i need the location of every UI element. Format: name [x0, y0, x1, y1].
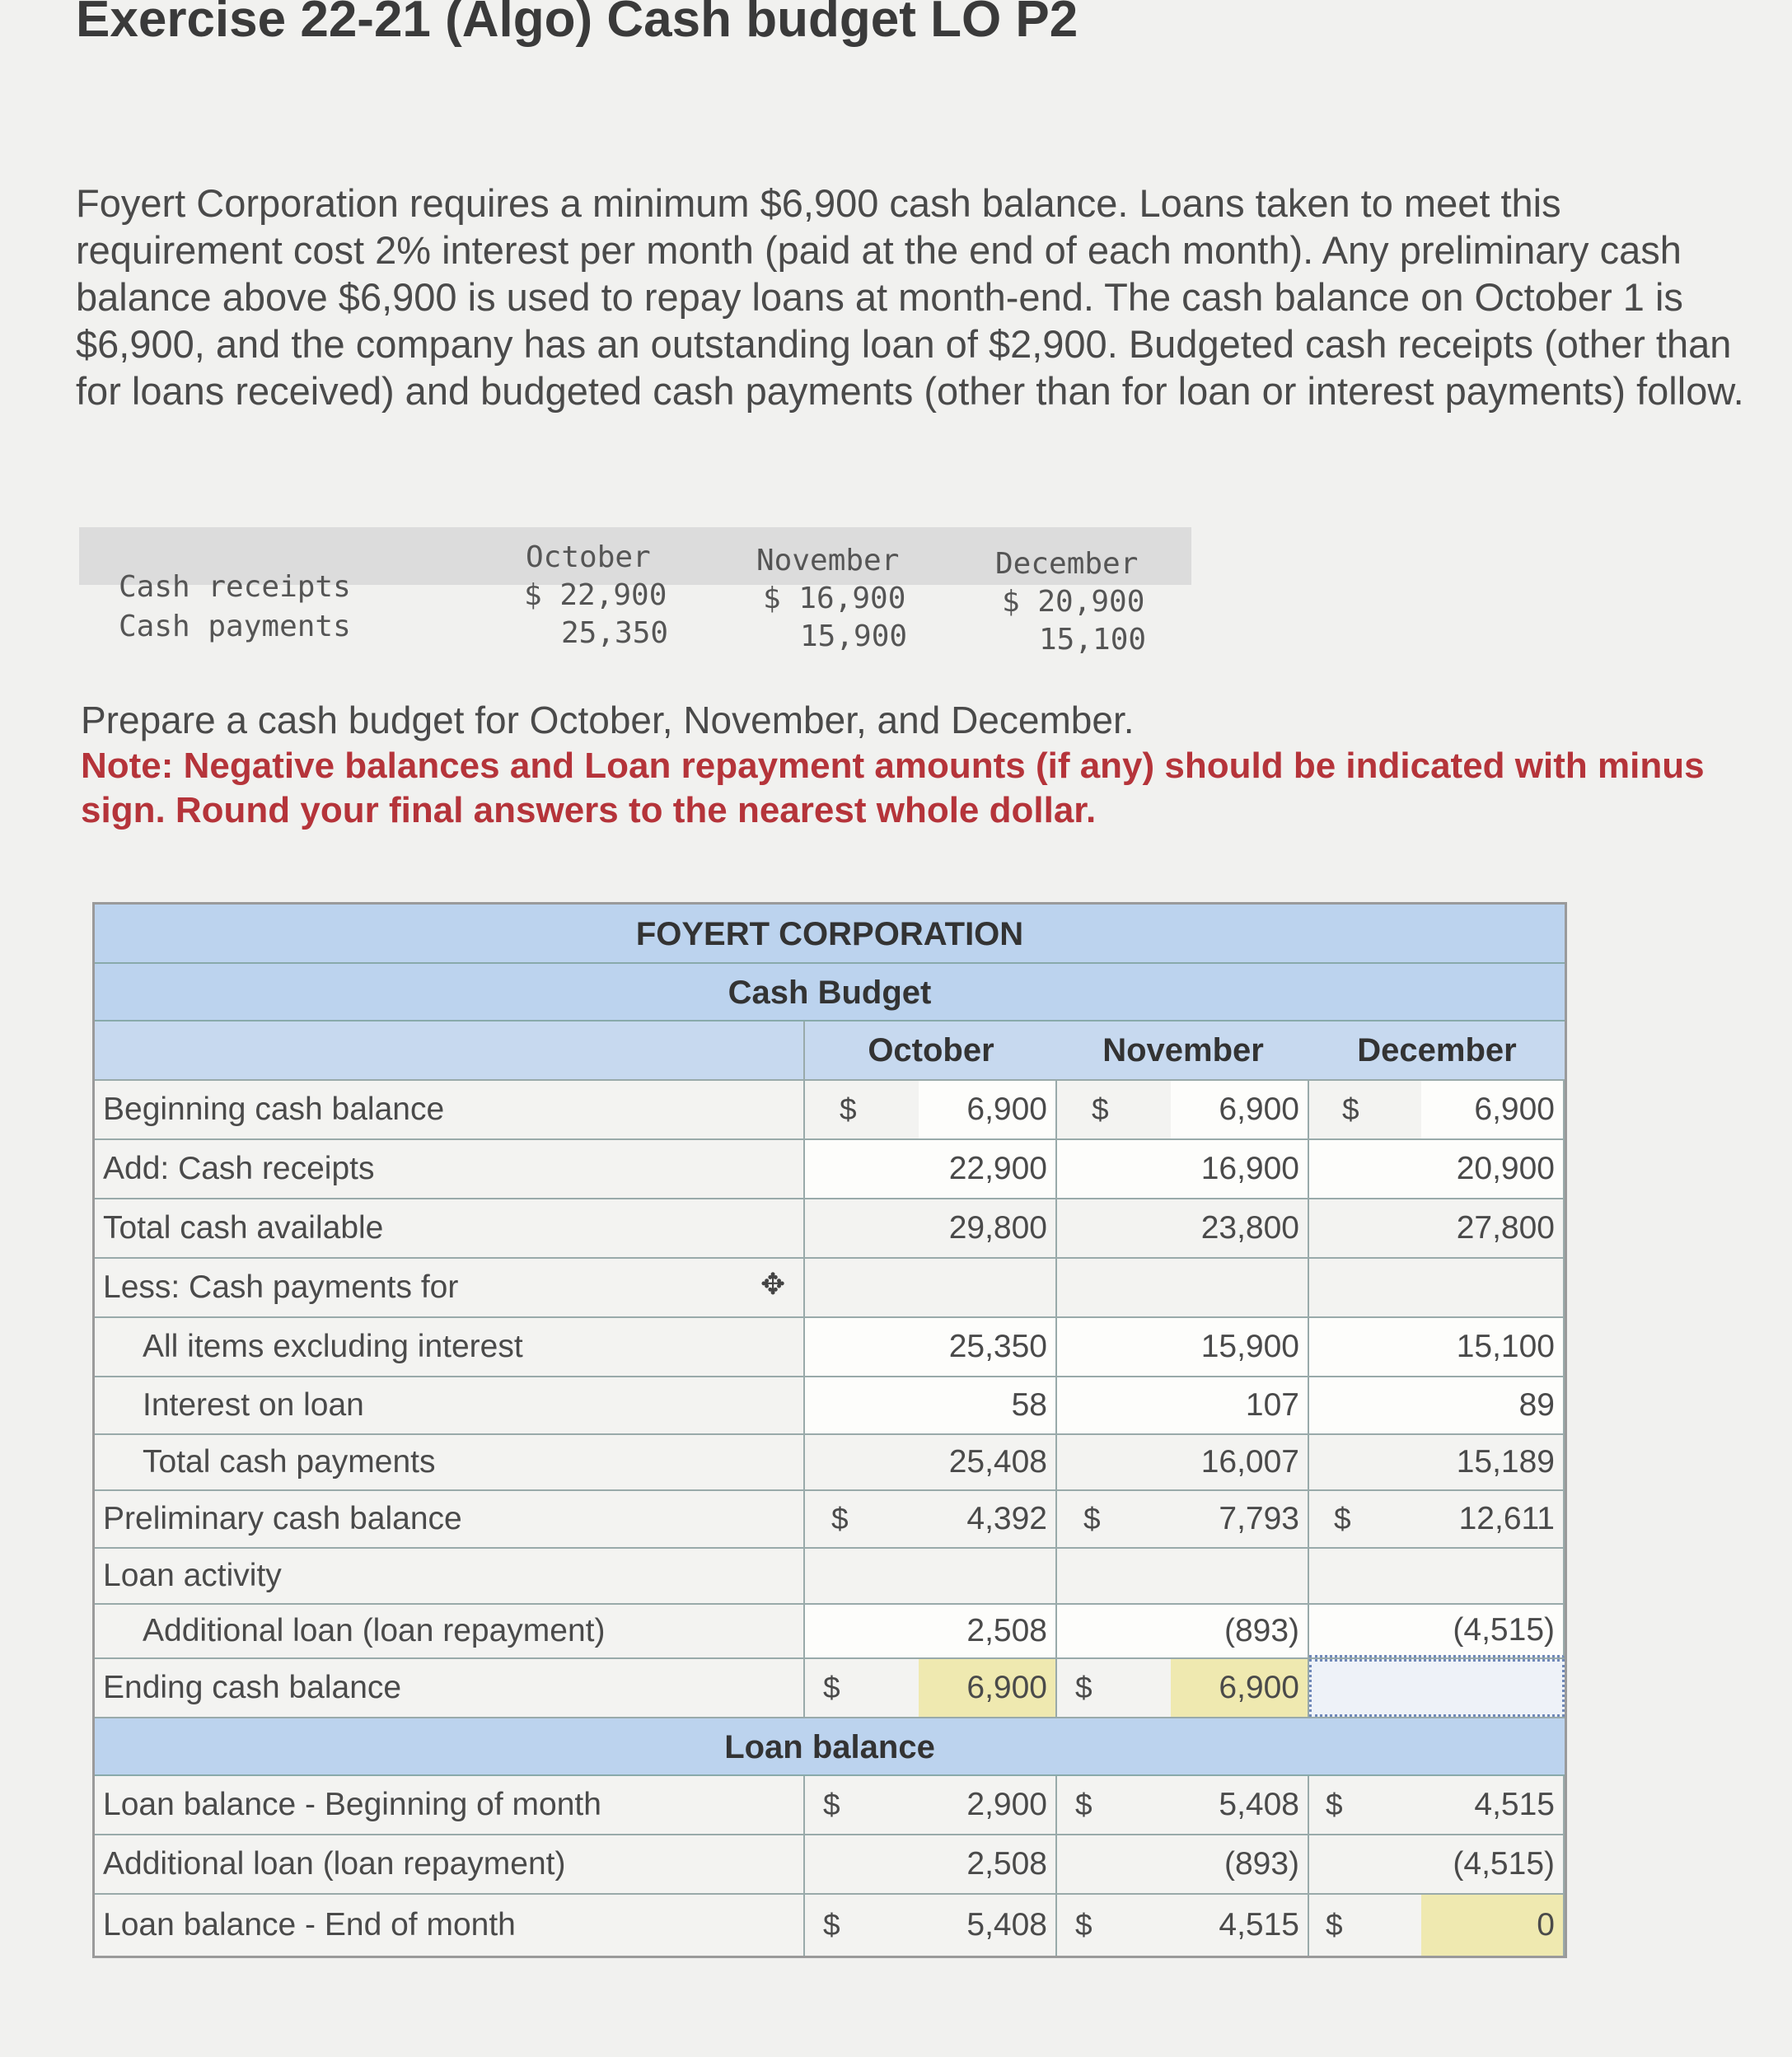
problem-text: Foyert Corporation requires a minimum $6,900 cash balance. Loans taken to meet this requirement cost 2% interest per month (paid at the end of each month). Any preliminary cash balance above $6,900 is used to repay loans at month-end. The cash balance on October 1 is $6,900, and the company has an outstanding loan of $2,900. Budgeted cash receipts (other than for loans received) and budgeted cash payments (other than for loan or interest payments) follow.: [76, 181, 1744, 413]
label-cash-receipts: Add: Cash receipts: [103, 1151, 375, 1186]
move-cursor-icon: ✥: [760, 1267, 786, 1301]
given-payments-december: 15,100: [1039, 623, 1147, 657]
less-november: [1057, 1259, 1309, 1316]
loan-begin-october[interactable]: 2,900: [919, 1776, 1057, 1834]
dollar-sign: $: [831, 1502, 849, 1536]
items-november[interactable]: 15,900: [1057, 1318, 1309, 1376]
loan-additional-november[interactable]: (893): [1057, 1835, 1309, 1893]
label-interest: Interest on loan: [143, 1387, 364, 1423]
available-december[interactable]: 27,800: [1309, 1199, 1565, 1257]
receipts-december[interactable]: 20,900: [1309, 1140, 1565, 1198]
instruction-text: Prepare a cash budget for October, November, and December.: [81, 699, 1135, 741]
label-ending-cash: Ending cash balance: [103, 1670, 402, 1705]
loan-end-december[interactable]: 0: [1421, 1895, 1565, 1956]
beginning-december[interactable]: 6,900: [1421, 1081, 1565, 1138]
loan-begin-november[interactable]: 5,408: [1171, 1776, 1309, 1834]
less-december: [1309, 1259, 1565, 1316]
dollar-sign: $: [1075, 1671, 1093, 1704]
loan-activity-october: [805, 1549, 1057, 1603]
label-less-payments: Less: Cash payments for: [103, 1269, 459, 1305]
additional-december[interactable]: (4,515): [1309, 1605, 1565, 1657]
given-header-november: November: [756, 544, 900, 577]
less-october: [805, 1259, 1057, 1316]
label-loan-end: Loan balance - End of month: [103, 1907, 516, 1942]
preliminary-october[interactable]: 4,392: [919, 1491, 1057, 1547]
given-header-december: December: [995, 547, 1139, 581]
row-interest: [95, 1377, 1565, 1435]
month-header-row: [95, 1021, 1565, 1081]
month-header-blank: [95, 1021, 805, 1079]
label-loan-additional: Additional loan (loan repayment): [103, 1846, 566, 1882]
additional-october[interactable]: 2,508: [805, 1605, 1057, 1657]
given-payments-october: 25,350: [561, 616, 669, 650]
given-header-october: October: [526, 540, 651, 574]
additional-november[interactable]: (893): [1057, 1605, 1309, 1657]
label-total-available: Total cash available: [103, 1210, 384, 1246]
given-label-payments: Cash payments: [119, 610, 351, 643]
items-december[interactable]: 15,100: [1309, 1318, 1565, 1376]
interest-october[interactable]: 58: [805, 1377, 1057, 1433]
cash-budget-table: [92, 902, 1567, 1958]
dollar-sign: $: [1092, 1092, 1109, 1126]
dollar-sign: $: [1326, 1788, 1343, 1821]
company-name: FOYERT CORPORATION: [95, 905, 1565, 964]
given-payments-november: 15,900: [800, 619, 908, 653]
dollar-sign: $: [1083, 1502, 1101, 1536]
preliminary-november[interactable]: 7,793: [1171, 1491, 1309, 1547]
dollar-sign: $: [1334, 1502, 1351, 1536]
beginning-november[interactable]: 6,900: [1171, 1081, 1309, 1138]
dollar-sign: $: [1326, 1908, 1343, 1942]
note-text: Note: Negative balances and Loan repayment amounts (if any) should be indicated with minus sign. Round your final answers to the nearest whole dollar.: [81, 746, 1705, 830]
row-loan-additional: [95, 1835, 1565, 1895]
label-beginning-cash: Beginning cash balance: [103, 1092, 445, 1127]
dollar-sign: $: [823, 1671, 840, 1704]
row-loan-end: [95, 1895, 1565, 1956]
dollar-sign: $: [1342, 1092, 1359, 1126]
loan-end-november[interactable]: 4,515: [1171, 1895, 1309, 1956]
ending-november[interactable]: 6,900: [1171, 1659, 1309, 1717]
items-october[interactable]: 25,350: [805, 1318, 1057, 1376]
loan-begin-december[interactable]: 4,515: [1421, 1776, 1565, 1834]
row-items-excl-interest: [95, 1318, 1565, 1377]
row-loan-begin: [95, 1776, 1565, 1835]
interest-december[interactable]: 89: [1309, 1377, 1565, 1433]
receipts-october[interactable]: 22,900: [805, 1140, 1057, 1198]
dollar-sign: $: [823, 1788, 840, 1821]
row-cash-receipts: [95, 1140, 1565, 1199]
given-receipts-december: $ 20,900: [1002, 585, 1145, 619]
receipts-november[interactable]: 16,900: [1057, 1140, 1309, 1198]
ending-december[interactable]: [1309, 1659, 1565, 1717]
row-total-available: [95, 1199, 1565, 1259]
available-october[interactable]: 29,800: [805, 1199, 1057, 1257]
col-header-december: December: [1357, 1031, 1517, 1068]
dollar-sign: $: [1075, 1908, 1093, 1942]
beginning-october[interactable]: 6,900: [919, 1081, 1057, 1138]
budget-subtitle: Cash Budget: [95, 964, 1565, 1021]
row-total-payments: [95, 1435, 1565, 1491]
label-loan-begin: Loan balance - Beginning of month: [103, 1787, 601, 1822]
label-items-excl-interest: All items excluding interest: [143, 1329, 523, 1364]
row-additional-loan: [95, 1605, 1565, 1659]
loan-activity-november: [1057, 1549, 1309, 1603]
row-ending-cash: [95, 1659, 1565, 1718]
label-additional-loan: Additional loan (loan repayment): [143, 1613, 606, 1648]
loan-additional-october[interactable]: 2,508: [805, 1835, 1057, 1893]
total-payments-november[interactable]: 16,007: [1057, 1435, 1309, 1489]
loan-end-october[interactable]: 5,408: [919, 1895, 1057, 1956]
available-november[interactable]: 23,800: [1057, 1199, 1309, 1257]
row-beginning-cash: [95, 1081, 1565, 1140]
exercise-title: Exercise 22-21 (Algo) Cash budget LO P2: [76, 0, 1078, 48]
interest-november[interactable]: 107: [1057, 1377, 1309, 1433]
given-label-receipts: Cash receipts: [119, 570, 351, 604]
label-preliminary: Preliminary cash balance: [103, 1501, 462, 1536]
given-data-table: [79, 527, 1191, 667]
label-loan-activity: Loan activity: [103, 1558, 282, 1593]
row-loan-activity: [95, 1549, 1565, 1605]
loan-additional-december[interactable]: (4,515): [1309, 1835, 1565, 1893]
dollar-sign: $: [823, 1908, 840, 1942]
dollar-sign: $: [1075, 1788, 1093, 1821]
loan-balance-section-title: Loan balance: [95, 1718, 1565, 1776]
dollar-sign: $: [840, 1092, 857, 1126]
loan-activity-december: [1309, 1549, 1565, 1603]
row-less-payments: [95, 1259, 1565, 1318]
label-total-payments: Total cash payments: [143, 1444, 436, 1480]
col-header-october: October: [868, 1031, 994, 1068]
total-payments-october[interactable]: 25,408: [805, 1435, 1057, 1489]
given-receipts-november: $ 16,900: [763, 582, 906, 615]
row-preliminary: [95, 1491, 1565, 1549]
ending-october[interactable]: 6,900: [919, 1659, 1057, 1717]
col-header-november: November: [1102, 1031, 1264, 1068]
total-payments-december[interactable]: 15,189: [1309, 1435, 1565, 1489]
given-receipts-october: $ 22,900: [524, 578, 667, 612]
preliminary-december[interactable]: 12,611: [1421, 1491, 1565, 1547]
